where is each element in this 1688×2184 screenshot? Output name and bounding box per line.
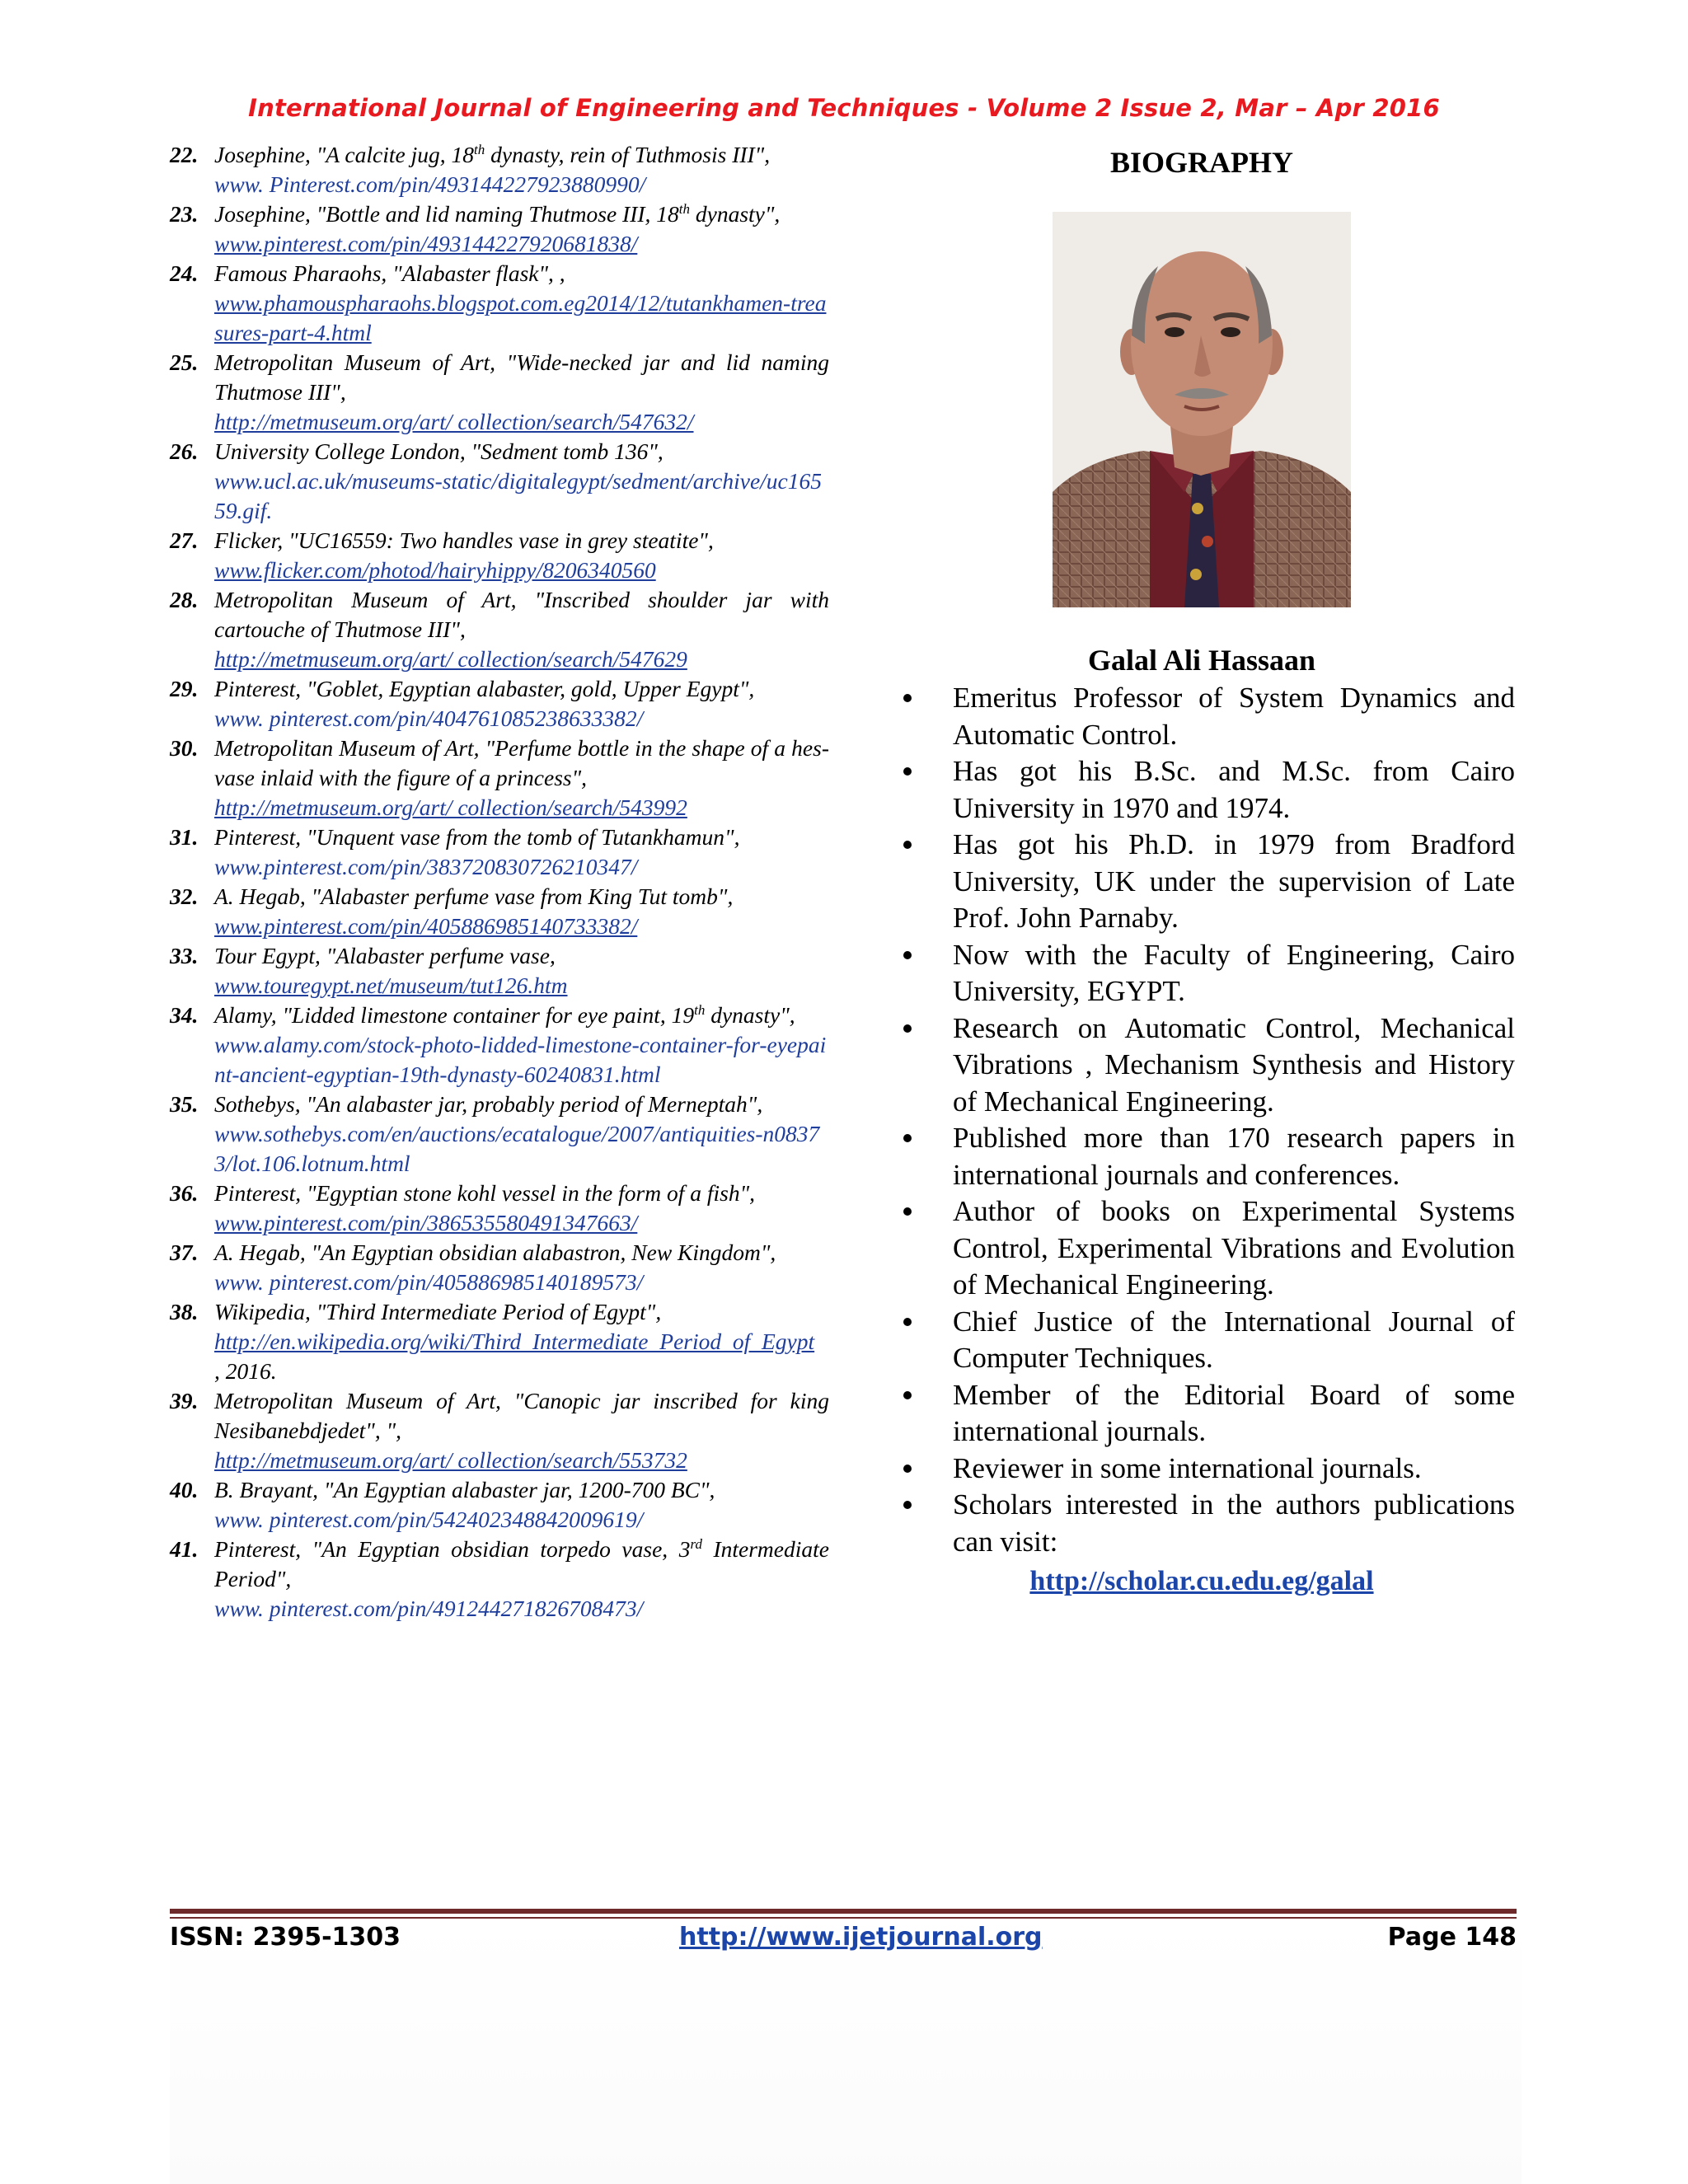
reference-text-main: Pinterest, "Unquent vase from the tomb of Tutankhamun", [214, 824, 740, 850]
reference-item [170, 1386, 829, 1475]
reference-text-main: B. Brayant, "An Egyptian alabaster jar, 1200-700 BC", [214, 1477, 715, 1502]
biography-item: Scholars interested in the authors publications can visit: [889, 1487, 1515, 1560]
references-list [170, 140, 829, 1624]
reference-text-rest: dynasty, rein of Tuthmosis III", [485, 142, 771, 167]
reference-superscript: th [474, 141, 485, 157]
reference-text [214, 1386, 829, 1446]
biography-item: Reviewer in some international journals. [889, 1451, 1515, 1488]
reference-text-main: Pinterest, "Goblet, Egyptian alabaster, gold, Upper Egypt", [214, 676, 755, 701]
reference-url-link[interactable]: www.phamouspharaohs.blogspot.com.eg2014/12/tutankhamen-treasures-part-4.html [214, 290, 827, 345]
reference-text-main: Josephine, "Bottle and lid naming Thutmose III, 18 [214, 201, 679, 227]
reference-text [214, 348, 829, 407]
footer-website-link[interactable]: http://www.ijetjournal.org [679, 1923, 1043, 1952]
reference-text [214, 140, 829, 170]
reference-text [214, 882, 829, 912]
biography-item: Now with the Faculty of Engineering, Cairo University, EGYPT. [889, 937, 1515, 1010]
reference-number: 29. [170, 676, 199, 701]
scholar-link[interactable]: http://scholar.cu.edu.eg/galal [1029, 1566, 1374, 1596]
reference-item [170, 733, 829, 823]
reference-number: 27. [170, 527, 199, 553]
reference-text [214, 526, 829, 555]
reference-number: 38. [170, 1299, 199, 1324]
reference-text-main: Josephine, "A calcite jug, 18 [214, 142, 474, 167]
biography-item: Research on Automatic Control, Mechanical Vibrations , Mechanism Synthesis and History of Mechanical Engineering. [889, 1010, 1515, 1121]
reference-number: 34. [170, 1002, 199, 1028]
reference-item [170, 526, 829, 585]
reference-text-main: Famous Pharaohs, "Alabaster flask", , [214, 260, 565, 286]
reference-url-link[interactable]: www.pinterest.com/pin/386535580491347663/ [214, 1210, 638, 1235]
reference-url-link[interactable]: www. pinterest.com/pin/405886985140189573/ [214, 1269, 644, 1295]
reference-url-link[interactable]: www. pinterest.com/pin/404761085238633382/ [214, 705, 644, 731]
reference-item [170, 941, 829, 1001]
reference-superscript: th [694, 1001, 706, 1018]
reference-text-main: Tour Egypt, "Alabaster perfume vase, [214, 943, 556, 968]
reference-item [170, 585, 829, 674]
biography-item: Member of the Editorial Board of some international journals. [889, 1377, 1515, 1451]
reference-text [214, 199, 829, 229]
reference-url-link[interactable]: http://en.wikipedia.org/wiki/Third_Intermediate_Period_of_Egypt [214, 1329, 815, 1354]
reference-number: 35. [170, 1091, 199, 1117]
reference-item [170, 1475, 829, 1535]
reference-text [214, 1297, 829, 1327]
reference-number: 23. [170, 201, 199, 227]
reference-text-main: Alamy, "Lidded limestone container for eye paint, 19 [214, 1002, 695, 1028]
reference-number: 22. [170, 142, 199, 167]
reference-url-link[interactable]: www.sothebys.com/en/auctions/ecatalogue/2007/antiquities-n08373/lot.106.lotnum.html [214, 1121, 820, 1176]
reference-url-link[interactable]: www. Pinterest.com/pin/493144227923880990/ [214, 171, 646, 197]
reference-text-main: Metropolitan Museum of Art, "Wide-necked jar and lid naming Thutmose III", [214, 349, 829, 405]
reference-text [214, 1179, 829, 1208]
reference-url-link[interactable]: www.ucl.ac.uk/museums-static/digitalegypt/sedment/archive/uc16559.gif. [214, 468, 823, 523]
reference-text [214, 585, 829, 644]
journal-running-header: International Journal of Engineering and Techniques - Volume 2 Issue 2, Mar – Apr 2016 [248, 94, 1440, 122]
reference-text-main: Metropolitan Museum of Art, "Perfume bottle in the shape of a hes-vase inlaid with the figure of a princess", [214, 735, 829, 790]
reference-item [170, 1090, 829, 1179]
reference-url-link[interactable]: www.pinterest.com/pin/405886985140733382/ [214, 913, 638, 939]
reference-text [214, 733, 829, 793]
reference-item [170, 1001, 829, 1090]
reference-url-link[interactable]: www.pinterest.com/pin/383720830726210347/ [214, 854, 638, 879]
reference-item [170, 140, 829, 199]
reference-url-link[interactable]: http://metmuseum.org/art/ collection/search/547632/ [214, 409, 694, 434]
reference-text [214, 1238, 829, 1268]
reference-text [214, 259, 829, 288]
reference-url-link[interactable]: http://metmuseum.org/art/ collection/search/547629 [214, 646, 687, 672]
reference-number: 32. [170, 883, 199, 909]
reference-superscript: th [678, 200, 690, 217]
reference-number: 37. [170, 1240, 199, 1265]
reference-item [170, 882, 829, 941]
scholar-link-row [889, 1563, 1515, 1601]
reference-text [214, 823, 829, 852]
reference-url-link[interactable]: www. pinterest.com/pin/542402348842009619/ [214, 1507, 644, 1532]
reference-text-main: A. Hegab, "An Egyptian obsidian alabastron, New Kingdom", [214, 1240, 776, 1265]
reference-item [170, 199, 829, 259]
page-footer [170, 1923, 1517, 1956]
reference-tail: , 2016. [214, 1358, 277, 1384]
reference-number: 39. [170, 1388, 199, 1413]
reference-text-rest: dynasty", [690, 201, 781, 227]
reference-text-main: Metropolitan Museum of Art, "Canopic jar inscribed for king Nesibanebdjedet", ", [214, 1388, 829, 1443]
reference-url-link[interactable]: www.alamy.com/stock-photo-lidded-limestone-container-for-eyepaint-ancient-egyptian-19th-dynasty-60240831.html [214, 1032, 827, 1087]
author-name: Galal Ali Hassaan [1087, 643, 1316, 677]
reference-text-main: Flicker, "UC16559: Two handles vase in grey steatite", [214, 527, 714, 553]
reference-text [214, 1475, 829, 1505]
reference-number: 30. [170, 735, 199, 761]
biography-item: Has got his Ph.D. in 1979 from Bradford University, UK under the supervision of Late Prof. John Parnaby. [889, 827, 1515, 937]
reference-item [170, 1297, 829, 1386]
biography-item: Chief Justice of the International Journal of Computer Techniques. [889, 1304, 1515, 1377]
reference-text-main: University College London, "Sedment tomb 136", [214, 438, 663, 464]
reference-text [214, 941, 829, 971]
reference-item [170, 259, 829, 348]
reference-text [214, 674, 829, 704]
reference-url-link[interactable]: www.flicker.com/photod/hairyhippy/8206340560 [214, 557, 656, 583]
reference-text-main: Pinterest, "An Egyptian obsidian torpedo vase, 3 [214, 1536, 691, 1562]
biography-section [889, 140, 1515, 1601]
biography-item: Author of books on Experimental Systems Control, Experimental Vibrations and Evolution of Mechanical Engineering. [889, 1193, 1515, 1304]
biography-item: Published more than 170 research papers in international journals and conferences. [889, 1120, 1515, 1193]
footer-rule [170, 1909, 1517, 1914]
reference-number: 36. [170, 1180, 199, 1206]
reference-text-main: Metropolitan Museum of Art, "Inscribed shoulder jar with cartouche of Thutmose III", [214, 587, 829, 642]
reference-item [170, 348, 829, 437]
reference-number: 33. [170, 943, 199, 968]
reference-item [170, 437, 829, 526]
reference-item [170, 1535, 829, 1624]
reference-item [170, 1238, 829, 1297]
biography-item: Emeritus Professor of System Dynamics and Automatic Control. [889, 680, 1515, 753]
reference-number: 25. [170, 349, 199, 375]
reference-number: 41. [170, 1536, 199, 1562]
reference-url-link[interactable]: http://metmuseum.org/art/ collection/search/553732 [214, 1447, 687, 1473]
reference-text-rest: Intermediate Period", [214, 1536, 829, 1591]
reference-number: 40. [170, 1477, 199, 1502]
reference-url-link[interactable]: www.touregypt.net/museum/tut126.htm [214, 972, 568, 998]
footer-issn: ISSN: 2395-1303 [170, 1923, 401, 1952]
reference-text [214, 1001, 829, 1030]
reference-url-link[interactable]: www. pinterest.com/pin/491244271826708473/ [214, 1596, 644, 1621]
reference-url-link[interactable]: http://metmuseum.org/art/ collection/search/543992 [214, 794, 687, 820]
footer-page-number: Page 148 [1387, 1923, 1517, 1952]
reference-number: 24. [170, 260, 199, 286]
reference-text-main: Sothebys, "An alabaster jar, probably period of Merneptah", [214, 1091, 763, 1117]
reference-text-main: A. Hegab, "Alabaster perfume vase from King Tut tomb", [214, 883, 734, 909]
reference-item [170, 823, 829, 882]
footer-rule-thin [170, 1917, 1517, 1919]
reference-text-main: Pinterest, "Egyptian stone kohl vessel in the form of a fish", [214, 1180, 756, 1206]
reference-number: 31. [170, 824, 199, 850]
biography-item: Has got his B.Sc. and M.Sc. from Cairo University in 1970 and 1974. [889, 753, 1515, 827]
reference-text-rest: dynasty", [705, 1002, 795, 1028]
reference-number: 26. [170, 438, 199, 464]
reference-number: 28. [170, 587, 199, 612]
reference-text-main: Wikipedia, "Third Intermediate Period of Egypt", [214, 1299, 662, 1324]
reference-item [170, 1179, 829, 1238]
reference-text [214, 1090, 829, 1119]
author-photo [1053, 212, 1351, 607]
page-shadow [170, 1920, 1522, 2184]
reference-item [170, 674, 829, 733]
reference-text [214, 437, 829, 466]
biography-heading: BIOGRAPHY [1109, 146, 1293, 179]
reference-text [214, 1535, 829, 1594]
reference-url-link[interactable]: www.pinterest.com/pin/493144227920681838/ [214, 231, 638, 256]
reference-superscript: rd [690, 1535, 702, 1552]
biography-list [889, 680, 1515, 1560]
author-portrait-illustration [1053, 212, 1351, 607]
